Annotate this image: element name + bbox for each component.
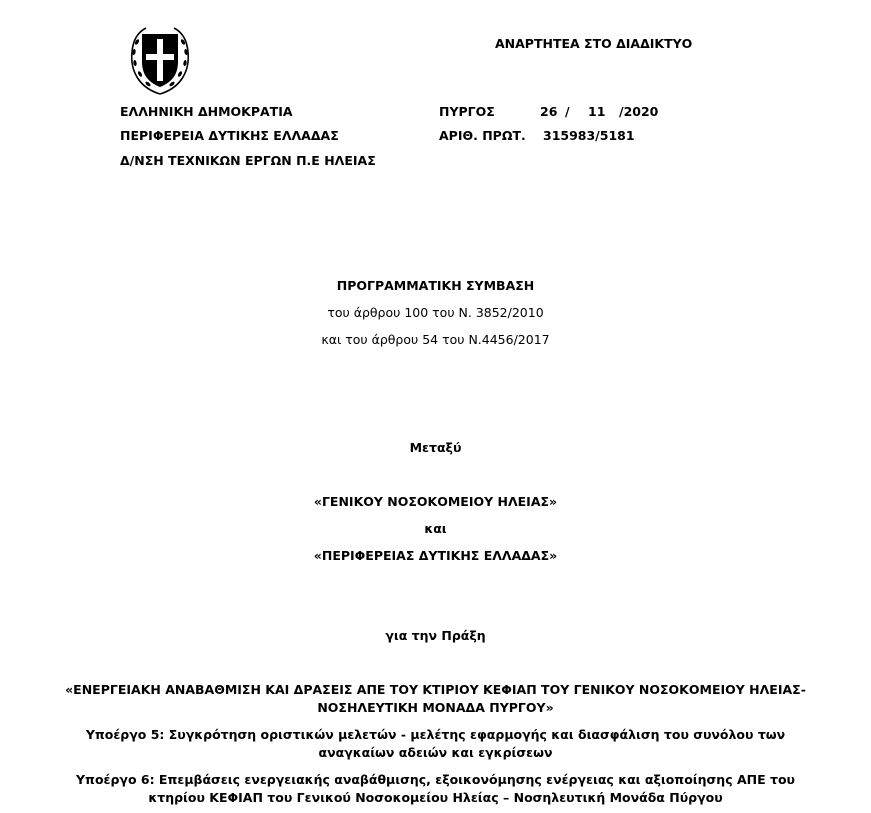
party-2: «ΠΕΡΙΦΕΡΕΙΑΣ ΔΥΤΙΚΗΣ ΕΛΛΑΔΑΣ» (313, 548, 558, 563)
sender-line-2: ΠΕΡΙΦΕΡΕΙΑ ΔΥΤΙΚΗΣ ΕΛΛΑΔΑΣ (120, 128, 339, 143)
posting-notice: ΑΝΑΡΤΗΤΕΑ ΣΤΟ ΔΙΑΔΙΚΤΥΟ (495, 36, 693, 51)
and-label: και (424, 521, 447, 536)
protocol-label: ΑΡΙΘ. ΠΡΩΤ. (439, 128, 526, 143)
date-year: /2020 (619, 104, 659, 119)
date-month: 11 (588, 104, 606, 119)
subproject-5: Υποέργο 5: Συγκρότηση οριστικών μελετών - μελέτης εφαρμογής και διασφάλιση του συνόλου των αναγκαίων αδειών και εγκρίσεων (85, 727, 786, 760)
date-separator: / (565, 104, 570, 119)
place-label: ΠΥΡΓΟΣ (439, 104, 495, 119)
document-title: ΠΡΟΓΡΑΜΜΑΤΙΚΗ ΣΥΜΒΑΣΗ (336, 278, 535, 293)
protocol-number: 315983/5181 (543, 128, 635, 143)
greek-coat-of-arms-icon (124, 20, 196, 98)
for-action-label: για την Πράξη (385, 628, 486, 643)
subproject-6: Υποέργο 6: Επεμβάσεις ενεργειακής αναβάθμισης, εξοικονόμησης ενέργειας και αξιοποίησης ΑΠΕ του κτηρίου ΚΕΦΙΑΠ του Γενικού Νοσοκομείου Ηλείας – Νοσηλευτική Μονάδα Πύργου (76, 772, 795, 805)
party-1: «ΓΕΝΙΚΟΥ ΝΟΣΟΚΟΜΕΙΟΥ ΗΛΕΙΑΣ» (313, 494, 558, 509)
date-day: 26 (540, 104, 558, 119)
law-reference-2: και του άρθρου 54 του Ν.4456/2017 (321, 332, 550, 347)
action-name: «ΕΝΕΡΓΕΙΑΚΗ ΑΝΑΒΑΘΜΙΣΗ ΚΑΙ ΔΡΑΣΕΙΣ ΑΠΕ ΤΟΥ ΚΤΙΡΙΟΥ ΚΕΦΙΑΠ ΤΟΥ ΓΕΝΙΚΟΥ ΝΟΣΟΚΟΜΕΙΟΥ ΗΛΕΙΑΣ- ΝΟΣΗΛΕΥΤΙΚΗ ΜΟΝΑΔΑ ΠΥΡΓΟΥ» (65, 682, 806, 715)
between-label: Μεταξύ (409, 440, 462, 455)
law-reference-1: του άρθρου 100 του Ν. 3852/2010 (327, 305, 544, 320)
sender-line-3: Δ/ΝΣΗ ΤΕΧΝΙΚΩΝ ΕΡΓΩΝ Π.Ε ΗΛΕΙΑΣ (120, 153, 376, 168)
sender-line-1: ΕΛΛΗΝΙΚΗ ΔΗΜΟΚΡΑΤΙΑ (120, 104, 293, 119)
